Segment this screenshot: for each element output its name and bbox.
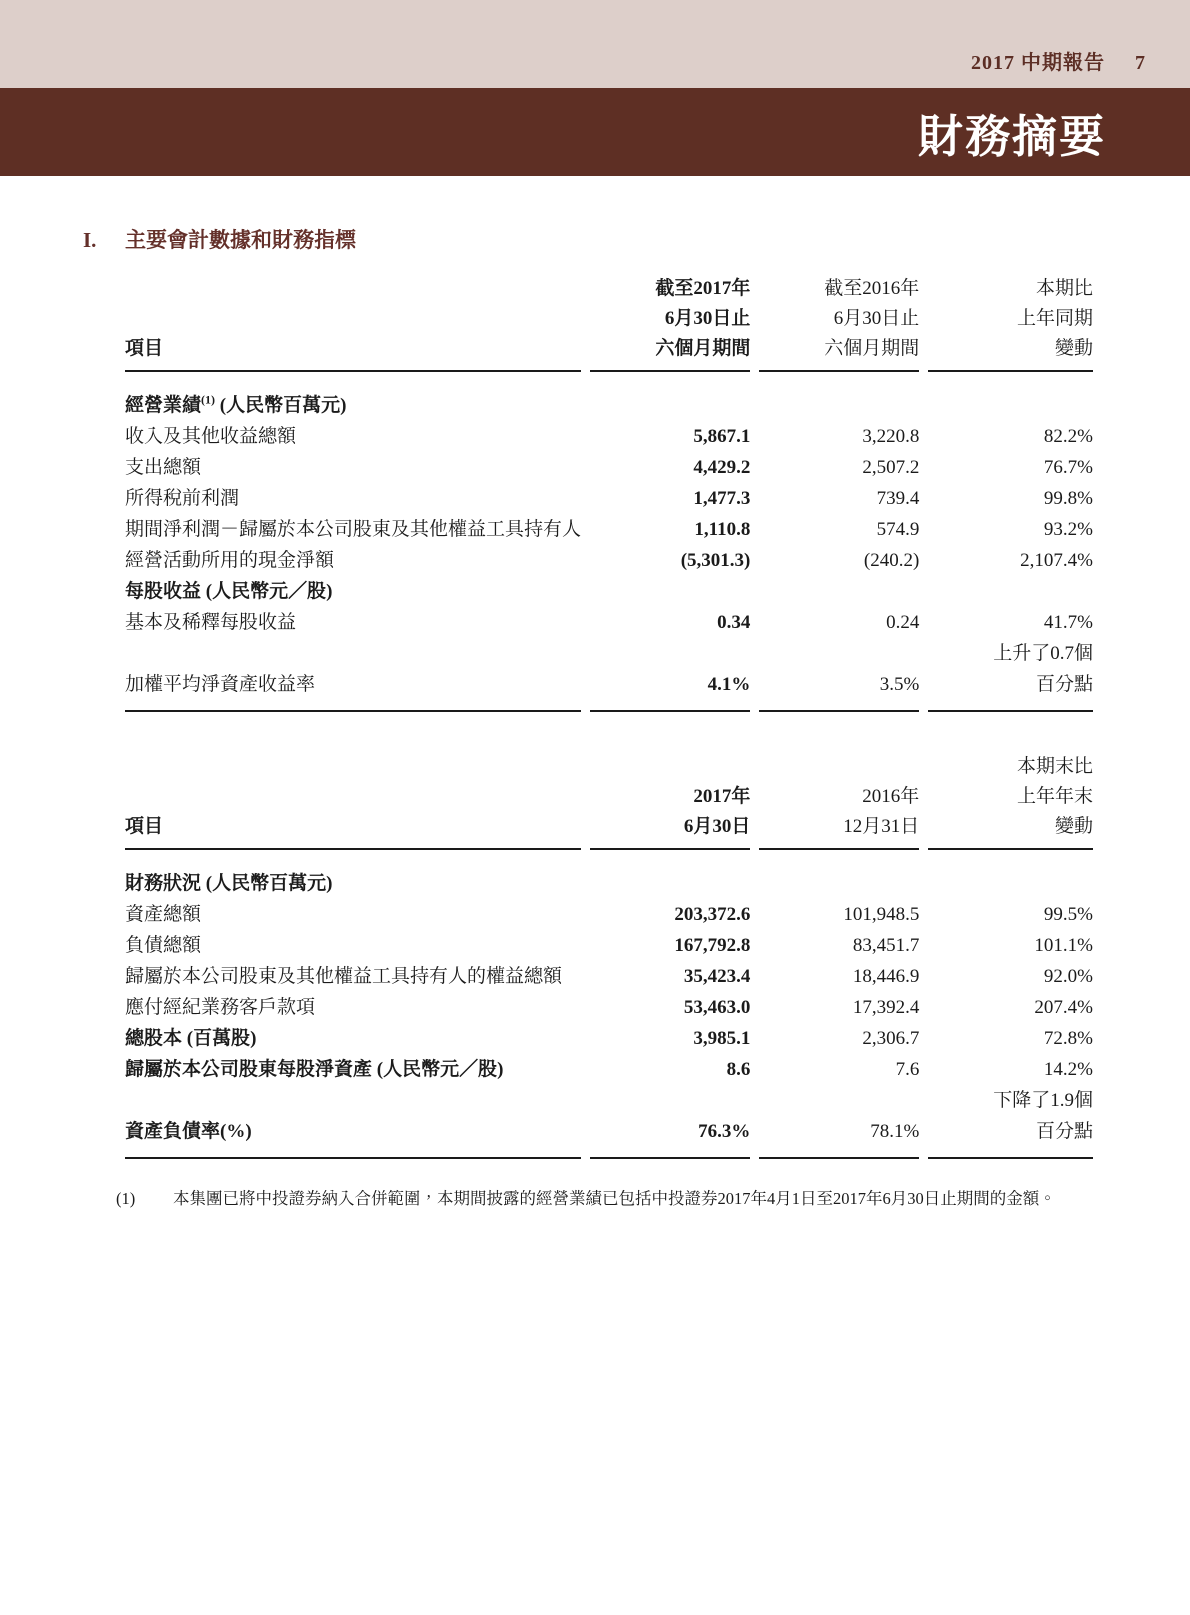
table-row [125,930,1093,961]
header-item: 項目 [125,752,581,850]
header-change: 本期末比 上年年末 變動 [928,752,1093,850]
value-2017: 3,985.1 [693,1028,751,1049]
header-2016-period: 截至2016年 6月30日止 六個月期間 [759,274,919,372]
item-label: 經營活動所用的現金淨額 [125,550,335,571]
value-2016: 78.1% [759,1116,919,1159]
value-2017: 35,423.4 [683,966,751,987]
section-heading [83,226,1093,254]
item-label: 收入及其他收益總額 [125,426,297,447]
value-2016: 17,392.4 [852,997,920,1018]
value-change: 101.1% [1034,935,1093,956]
item-label: 支出總額 [125,457,202,478]
table-row [125,514,1093,545]
value-2017: 4.1% [590,669,750,712]
table-row [125,607,1093,638]
value-change: 41.7% [1043,612,1093,633]
value-2016 [759,1085,919,1116]
value-2016: 2,306.7 [862,1028,920,1049]
value-2016 [759,638,919,669]
item-label: 應付經紀業務客戶款項 [125,997,316,1018]
section-row [125,850,1093,899]
table-row [125,1023,1093,1054]
value-change: 下降了1.9個 [993,1090,1093,1111]
value-2017: 5,867.1 [693,426,751,447]
report-title: 2017 中期報告 [971,52,1105,74]
value-change: 百分點 [928,1116,1093,1159]
value-change: 14.2% [1043,1059,1093,1080]
footnote [116,1187,1093,1211]
section-row [125,372,1093,421]
table-row [125,545,1093,576]
value-2016: 574.9 [876,519,920,540]
period-table-wrap [125,274,1093,1159]
value-2016: 3,220.8 [862,426,920,447]
table-row [125,961,1093,992]
value-change: 2,107.4% [1020,550,1093,571]
footnote-ref: (1) [201,392,216,407]
section-label: 財務狀況 (人民幣百萬元) [125,873,333,894]
table-row [125,483,1093,514]
value-2017: 167,792.8 [674,935,751,956]
value-2017: 8.6 [726,1059,751,1080]
section-label: 每股收益 (人民幣元／股) [125,581,333,602]
financial-position-table [116,752,1102,1159]
value-change: 92.0% [1043,966,1093,987]
table-row [125,1054,1093,1085]
value-2016: 2,507.2 [862,457,920,478]
header-2017-date: 2017年 6月30日 [590,752,750,850]
item-label: 基本及稀釋每股收益 [125,612,297,633]
table-row [125,669,1093,712]
header-item: 項目 [125,274,581,372]
period-results-table [116,274,1102,712]
item-label: 資產負債率(%) [125,1116,581,1159]
value-2016: 83,451.7 [852,935,920,956]
table-row [125,421,1093,452]
footnote-marker: (1) [116,1189,136,1208]
item-label: 歸屬於本公司股東及其他權益工具持有人的權益總額 [125,966,563,987]
item-label: 歸屬於本公司股東每股淨資產 (人民幣元／股) [125,1059,504,1080]
footnote-text: 本集團已將中投證券納入合併範圍，本期間披露的經營業績已包括中投證券2017年4月1日至2017年6月30日止期間的金額。 [173,1189,1056,1208]
value-change: 76.7% [1043,457,1093,478]
value-change: 99.8% [1043,488,1093,509]
value-change: 93.2% [1043,519,1093,540]
value-change: 99.5% [1043,904,1093,925]
item-label: 加權平均淨資產收益率 [125,669,581,712]
table-row [125,992,1093,1023]
value-2017: 1,477.3 [693,488,751,509]
header-2017-period: 截至2017年 6月30日止 六個月期間 [590,274,750,372]
section-numeral: I. [83,228,97,252]
value-2017 [590,638,750,669]
item-label: 資產總額 [125,904,202,925]
page-header-strip [0,0,1190,88]
table-header-row [125,274,1093,372]
value-2017: 0.34 [717,612,751,633]
value-change: 上升了0.7個 [993,643,1093,664]
value-2017: 4,429.2 [693,457,751,478]
value-2017: 53,463.0 [683,997,751,1018]
value-2017: 76.3% [590,1116,750,1159]
item-label [125,1085,581,1116]
value-change: 百分點 [928,669,1093,712]
item-label: 總股本 (百萬股) [125,1028,257,1049]
header-change: 本期比 上年同期 變動 [928,274,1093,372]
value-change: 72.8% [1043,1028,1093,1049]
section-title: 主要會計數據和財務指標 [125,228,356,252]
value-2016: 0.24 [886,612,920,633]
value-2016: 3.5% [759,669,919,712]
value-2016: 101,948.5 [843,904,920,925]
table-row [125,899,1093,930]
table-row [125,452,1093,483]
value-2016: 739.4 [876,488,920,509]
section-row [125,576,1093,607]
section-label: 經營業績$^{(1)}$ (人民幣百萬元) [125,392,347,416]
value-2016: 18,446.9 [852,966,920,987]
page-number: 7 [1135,52,1145,74]
item-label: 期間淨利潤－歸屬於本公司股東及其他權益工具持有人 [125,519,582,540]
value-change: 82.2% [1043,426,1093,447]
value-change: 207.4% [1034,997,1093,1018]
value-2016: (240.2) [863,550,920,571]
item-label: 所得稅前利潤 [125,488,240,509]
header-2016-date: 2016年 12月31日 [759,752,919,850]
value-2017: (5,301.3) [680,550,751,571]
chapter-title: 財務摘要 [917,111,1106,162]
item-label: 負債總額 [125,935,202,956]
page-content [0,226,1190,1211]
table-row [125,1116,1093,1159]
value-2016: 7.6 [895,1059,920,1080]
table-row [125,638,1093,669]
table-header-row [125,752,1093,850]
item-label [125,638,581,669]
value-2017: 1,110.8 [694,519,751,540]
table-row [125,1085,1093,1116]
value-2017: 203,372.6 [674,904,751,925]
chapter-banner [0,88,1190,176]
value-2017 [590,1085,750,1116]
